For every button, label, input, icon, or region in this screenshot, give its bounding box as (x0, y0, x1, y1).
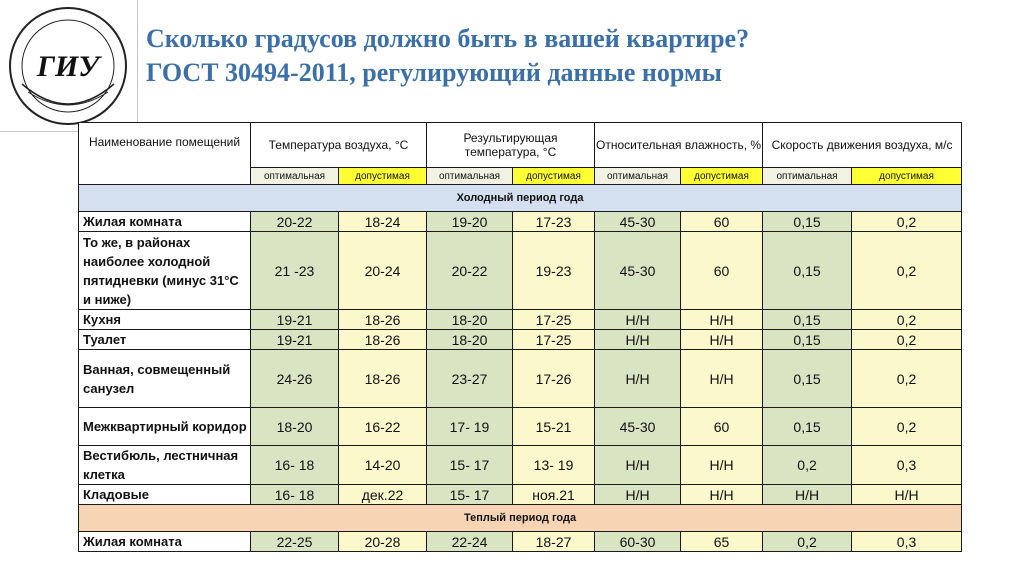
value-cell: 17- 19 (427, 408, 513, 446)
value-cell: 16- 18 (251, 446, 339, 485)
value-cell: ноя.21 (513, 485, 595, 505)
value-cell: 15- 17 (427, 485, 513, 505)
value-cell: 45-30 (595, 408, 681, 446)
value-cell: дек.22 (339, 485, 427, 505)
logo-letters: ГИУ (36, 50, 100, 83)
value-cell: 19-21 (251, 310, 339, 330)
subheader-optimal: оптимальная (763, 168, 852, 185)
value-cell: 20-22 (427, 232, 513, 310)
value-cell: 60 (681, 212, 763, 232)
group-header: Относительная влажность, % (595, 123, 763, 168)
value-cell: 0,15 (763, 350, 852, 408)
value-cell: 17-23 (513, 212, 595, 232)
period-label: Теплый период года (79, 505, 962, 532)
subheader-optimal: оптимальная (251, 168, 339, 185)
subheader-permissible: допустимая (852, 168, 962, 185)
period-row-cold (79, 185, 962, 212)
value-cell: 18-26 (339, 310, 427, 330)
value-cell: 23-27 (427, 350, 513, 408)
value-cell: 19-20 (427, 212, 513, 232)
value-cell: Н/Н (681, 330, 763, 350)
subheader-permissible: допустимая (681, 168, 763, 185)
value-cell: 13- 19 (513, 446, 595, 485)
room-name-cell: Межквартирный коридор (79, 408, 251, 446)
value-cell: 0,2 (852, 310, 962, 330)
value-cell: 15-21 (513, 408, 595, 446)
value-cell: Н/Н (595, 485, 681, 505)
value-cell: 0,3 (852, 446, 962, 485)
value-cell: 0,15 (763, 408, 852, 446)
value-cell: 22-25 (251, 532, 339, 552)
table-row (79, 212, 962, 232)
value-cell: 45-30 (595, 212, 681, 232)
room-name-header: Наименование помещений (79, 123, 251, 185)
room-name-cell: Ванная, совмещенный санузел (79, 350, 251, 408)
value-cell: Н/Н (681, 485, 763, 505)
value-cell: 15- 17 (427, 446, 513, 485)
value-cell: 0,2 (763, 446, 852, 485)
value-cell: 0,15 (763, 232, 852, 310)
value-cell: 0,2 (852, 212, 962, 232)
room-name-cell: То же, в районах наиболее холодной пятидневки (минус 31°С и ниже) (79, 232, 251, 310)
value-cell: 0,15 (763, 212, 852, 232)
room-name-cell: Жилая комната (79, 212, 251, 232)
room-name-cell: Кухня (79, 310, 251, 330)
value-cell: 0,2 (763, 532, 852, 552)
value-cell: 0,2 (852, 232, 962, 310)
value-cell: 0,2 (852, 330, 962, 350)
value-cell: 19-21 (251, 330, 339, 350)
period-label: Холодный период года (79, 185, 962, 212)
value-cell: Н/Н (595, 446, 681, 485)
value-cell: 45-30 (595, 232, 681, 310)
value-cell: 16-22 (339, 408, 427, 446)
value-cell: 18-24 (339, 212, 427, 232)
university-logo (0, 0, 138, 132)
title-line-1: Сколько градусов должно быть в вашей квартире? (146, 24, 750, 53)
value-cell: Н/Н (852, 485, 962, 505)
value-cell: 60 (681, 232, 763, 310)
value-cell: 21 -23 (251, 232, 339, 310)
subheader-permissible: допустимая (339, 168, 427, 185)
page-title (146, 22, 1016, 90)
value-cell: 18-20 (427, 330, 513, 350)
value-cell: 18-26 (339, 330, 427, 350)
room-name-cell: Туалет (79, 330, 251, 350)
value-cell: Н/Н (595, 310, 681, 330)
value-cell: 0,15 (763, 330, 852, 350)
value-cell: 17-25 (513, 330, 595, 350)
room-name-cell: Жилая комната (79, 532, 251, 552)
table-body (79, 185, 962, 552)
value-cell: 14-20 (339, 446, 427, 485)
room-name-cell: Кладовые (79, 485, 251, 505)
title-line-2: ГОСТ 30494-2011, регулирующий данные нормы (146, 58, 722, 87)
value-cell: Н/Н (681, 350, 763, 408)
value-cell: 19-23 (513, 232, 595, 310)
value-cell: 0,3 (852, 532, 962, 552)
value-cell: 0,2 (852, 408, 962, 446)
table-row (79, 350, 962, 408)
group-header: Скорость движения воздуха, м/с (763, 123, 962, 168)
value-cell: 18-20 (251, 408, 339, 446)
table-row (79, 446, 962, 485)
value-cell: 18-27 (513, 532, 595, 552)
value-cell: Н/Н (763, 485, 852, 505)
value-cell: 60-30 (595, 532, 681, 552)
value-cell: 60 (681, 408, 763, 446)
group-header: Результирующая температура, °С (427, 123, 595, 168)
value-cell: 20-22 (251, 212, 339, 232)
value-cell: 17-26 (513, 350, 595, 408)
value-cell: 22-24 (427, 532, 513, 552)
value-cell: 65 (681, 532, 763, 552)
table-row (79, 330, 962, 350)
table-row (79, 408, 962, 446)
table-row (79, 532, 962, 552)
value-cell: 0,15 (763, 310, 852, 330)
norms-table (78, 122, 962, 552)
value-cell: Н/Н (681, 310, 763, 330)
value-cell: 18-20 (427, 310, 513, 330)
value-cell: 17-25 (513, 310, 595, 330)
value-cell: 20-28 (339, 532, 427, 552)
subheader-optimal: оптимальная (595, 168, 681, 185)
table-row (79, 232, 962, 310)
value-cell: Н/Н (681, 446, 763, 485)
value-cell: 24-26 (251, 350, 339, 408)
value-cell: 16- 18 (251, 485, 339, 505)
subheader-permissible: допустимая (513, 168, 595, 185)
table-row (79, 485, 962, 505)
value-cell: 20-24 (339, 232, 427, 310)
value-cell: 0,2 (852, 350, 962, 408)
value-cell: Н/Н (595, 350, 681, 408)
table-row (79, 310, 962, 330)
value-cell: Н/Н (595, 330, 681, 350)
group-header: Температура воздуха, °С (251, 123, 427, 168)
period-row-warm (79, 505, 962, 532)
value-cell: 18-26 (339, 350, 427, 408)
room-name-cell: Вестибюль, лестничная клетка (79, 446, 251, 485)
header-row (79, 123, 962, 168)
subheader-optimal: оптимальная (427, 168, 513, 185)
